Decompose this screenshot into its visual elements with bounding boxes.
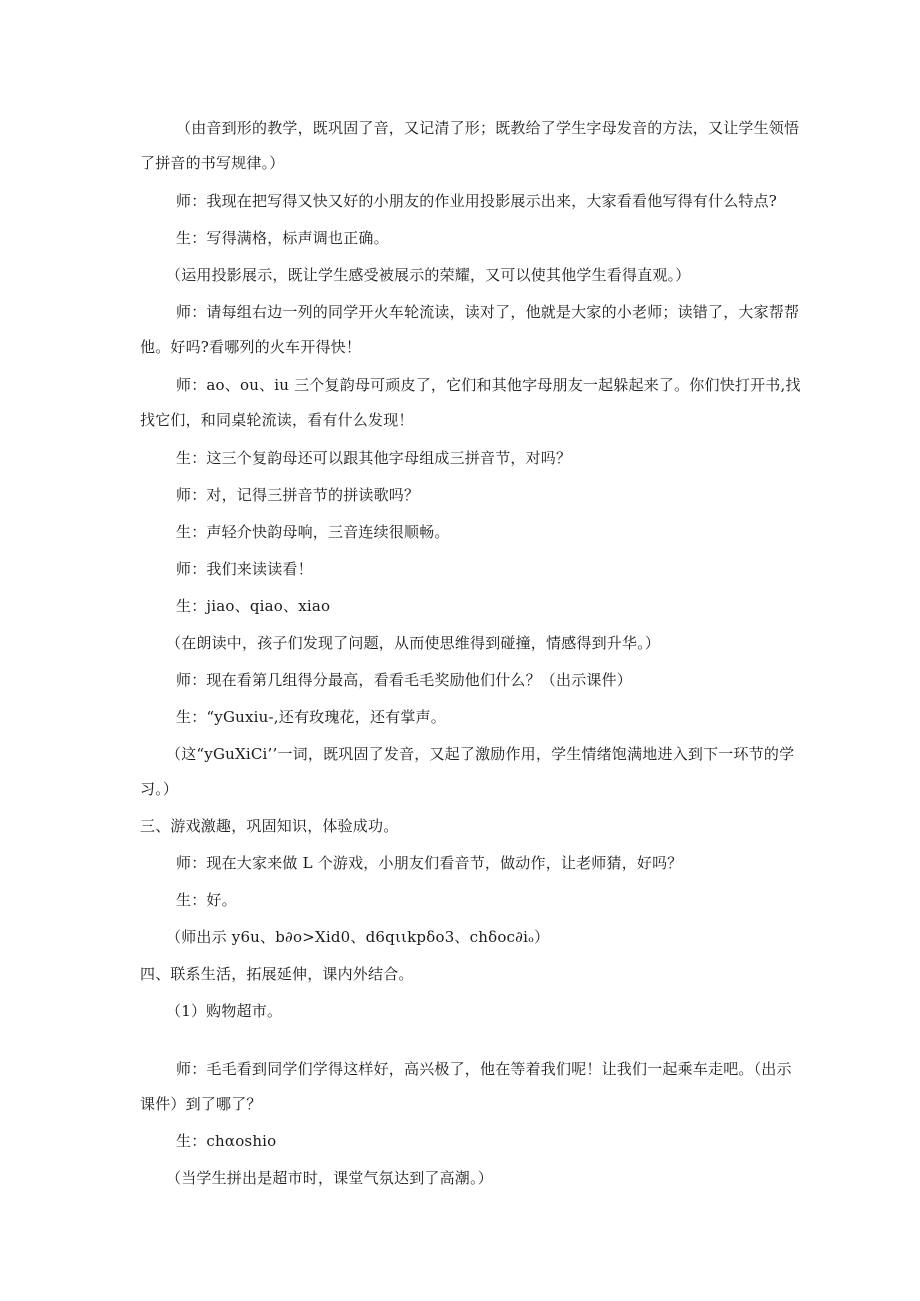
paragraph-line: 师：对，记得三拼音节的拼读歌吗？ (176, 486, 420, 504)
paragraph-line: （这“yGuXiCi’’一词，既巩固了发音，又起了激励作用，学生情绪饱满地进入到下一环节的学 (166, 745, 795, 763)
paragraph-line: （当学生拼出是超市时，课堂气氛达到了高潮。） (166, 1169, 493, 1187)
paragraph-line: （运用投影展示，既让学生感受被展示的荣耀，又可以使其他学生看得直观。） (166, 266, 691, 284)
subsection-heading: （1）购物超市。 (166, 1002, 283, 1020)
paragraph-line: 习。） (140, 780, 179, 798)
paragraph-line: 课件）到了哪了？ (140, 1095, 262, 1113)
paragraph-line: 师：ao、ou、iu 三个复韵母可顽皮了，它们和其他字母朋友一起躲起来了。你们快打开书,找 (176, 376, 801, 394)
paragraph-line: 生：写得满格，标声调也正确。 (176, 229, 389, 247)
paragraph-line: 师：请每组右边一列的同学开火车轮流读，读对了，他就是大家的小老师；读错了，大家帮帮 (176, 303, 800, 321)
paragraph-line: 师：我们来读读看！ (176, 560, 313, 578)
paragraph-line: （由音到形的教学，既巩固了音，又记清了形；既教给了学生字母发音的方法，又让学生领悟 (176, 119, 800, 137)
paragraph-line: 他。好吗?看哪列的火车开得快！ (140, 338, 362, 356)
paragraph-line: 师：毛毛看到同学们学得这样好，高兴极了，他在等着我们呢！让我们一起乘车走吧。（出示 (176, 1060, 792, 1078)
paragraph-line: 师：现在看第几组得分最高，看看毛毛奖励他们什么？（出示课件） (176, 671, 633, 689)
paragraph-line: （在朗读中，孩子们发现了问题，从而使思维得到碰撞，情感得到升华。） (166, 634, 661, 652)
section-heading: 三、游戏激趣，巩固知识，体验成功。 (140, 817, 399, 835)
paragraph-line: 生：chαoshio (176, 1132, 277, 1150)
paragraph-line: 找它们，和同桌轮流读，看有什么发现！ (140, 411, 414, 429)
paragraph-line: 师：我现在把写得又快又好的小朋友的作业用投影展示出来，大家看看他写得有什么特点? (176, 192, 778, 210)
paragraph-line: （师出示 y6u、b∂o>Xid0、d6qιιkpδo3、chδoc∂iₒ） (166, 928, 550, 946)
paragraph-line: 了拼音的书写规律。） (140, 154, 285, 172)
paragraph-line: 生：好。 (176, 891, 237, 909)
section-heading: 四、联系生活，拓展延伸，课内外结合。 (140, 965, 414, 983)
paragraph-line: 生：声轻介快韵母响，三音连续很顺畅。 (176, 523, 450, 541)
paragraph-line: 生：“yGuxiu-,还有玫瑰花，还有掌声。 (176, 708, 446, 726)
paragraph-line: 生：这三个复韵母还可以跟其他字母组成三拼音节，对吗？ (176, 449, 572, 467)
paragraph-line: 师：现在大家来做 L 个游戏，小朋友们看音节，做动作，让老师猜，好吗？ (176, 854, 683, 872)
paragraph-line: 生：jiao、qiao、xiao (176, 597, 331, 615)
